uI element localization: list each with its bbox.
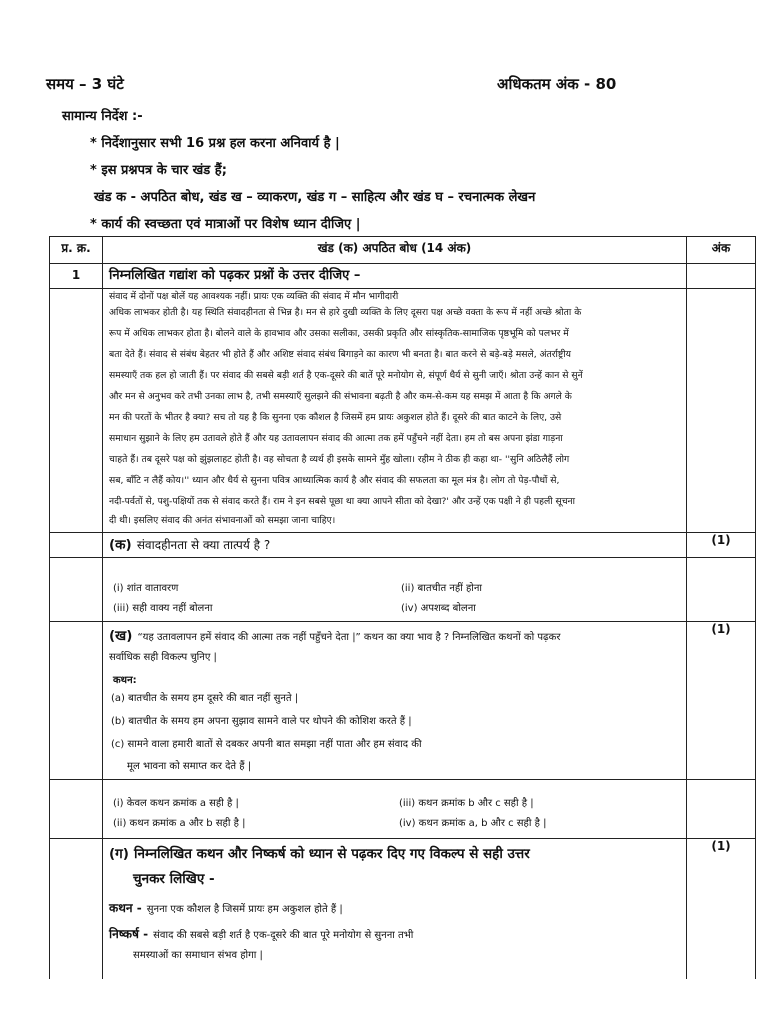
passage-line: सब, बाँटि न लैहैं कोय।'' ध्यान और धैर्य से सुनना पवित्र आध्यात्मिक कार्य है और संवाद की सफलता का मूल मंत्र है। लोग तो पेड़-पौधों से, <box>109 475 560 486</box>
statement-a: (a) बातचीत के समय हम दूसरे की बात नहीं सुनते | <box>111 693 299 704</box>
general-instructions-heading: सामान्य निर्देश :- <box>62 109 143 124</box>
question-c-row <box>50 839 756 980</box>
passage-line: नदी-पर्वतों से, पशु-पक्षियों तक से संवाद करते हैं। राम ने इन सबसे पूछा था क्या आपने सीता को देखा?' और उन्हें एक पक्षी ने ही पहली सूचना <box>109 496 576 507</box>
passage-row <box>50 289 756 533</box>
statement-label: कथन - <box>109 901 142 915</box>
conclusion-label: निष्कर्ष - <box>109 927 149 941</box>
question-c-text: निम्नलिखित कथन और निष्कर्ष को ध्यान से पढ़कर दिए गए विकल्प से सही उत्तर <box>134 846 530 862</box>
instruction-3: खंड क - अपठित बोध, खंड ख – व्याकरण, खंड ग – साहित्य और खंड घ – रचनात्मक लेखन <box>94 190 536 205</box>
question-b-options <box>103 780 686 838</box>
max-marks: अधिकतम अंक - 80 <box>497 75 617 93</box>
option-iii: (iii) सही वाक्य नहीं बोलना <box>113 603 213 614</box>
question-b-text-2: सर्वाधिक सही विकल्प चुनिए | <box>109 652 217 663</box>
question-a-options-row <box>50 558 756 622</box>
option-iii: (iii) कथन क्रमांक b और c सही है | <box>399 798 534 809</box>
passage-line: संवाद में दोनों पक्ष बोलें यह आवश्यक नहीं। प्रायः एक व्यक्ति की संवाद में मौन भागीदारी <box>109 291 399 302</box>
question-a-marks: (1) <box>687 533 756 558</box>
passage-line: दी थी। इसलिए संवाद की अनंत संभावनाओं को समझा जाना चाहिए। <box>109 515 336 526</box>
question-b-label: (ख) <box>109 628 133 644</box>
option-ii: (ii) बातचीत नहीं होना <box>401 583 483 594</box>
exam-duration: समय – 3 घंटे <box>46 75 124 93</box>
question-a-text: संवादहीनता से क्या तात्पर्य है ? <box>136 538 271 552</box>
question-b-row <box>50 622 756 780</box>
question-number: 1 <box>50 264 103 289</box>
instruction-4: * कार्य की स्वच्छता एवं मात्राओं पर विशेष ध्यान दीजिए | <box>90 217 361 232</box>
header-qno: प्र. क्र. <box>50 237 103 264</box>
question-c-label: (ग) <box>109 846 129 862</box>
option-iv: (iv) कथन क्रमांक a, b और c सही है | <box>399 818 547 829</box>
question-a-options <box>103 558 686 621</box>
passage-line: बता देते हैं। संवाद से संबंध बेहतर भी होते हैं और अशिष्ट संवाद संबंध बिगाड़ने का कारण भी बनता है। बात करने से बड़े-बड़े मसले, अंतर्राष्ट्रीय <box>109 349 571 360</box>
passage-line: और मन से अनुभव करे तभी उनका लाभ है, तभी समस्याएँ सुलझने की संभावना बढ़ती है और कम-से-कम यह समझ में आता है कि अगले के <box>109 391 572 402</box>
option-i: (i) केवल कथन क्रमांक a सही है | <box>113 798 239 809</box>
question-a-label: (क) <box>109 537 132 553</box>
header-section: खंड (क) अपठित बोध (14 अंक) <box>103 237 687 264</box>
question-b <box>103 622 686 779</box>
question-b-marks: (1) <box>687 622 756 780</box>
passage-line: अधिक लाभकर होती है। यह स्थिति संवादहीनता से भिन्न है। मन से हारे दुखी व्यक्ति के लिए दूसरा पक्ष अच्छे वक्ता के रूप में नहीं अच्छे श्रोता के <box>109 307 582 318</box>
table-header-row <box>50 237 756 264</box>
passage-line: समस्याएँ तक हल हो जाती हैं। पर संवाद की सबसे बड़ी शर्त है एक-दूसरे की बातें पूरे मनोयोग से, संपूर्ण धैर्य से सुनी जाएँ। श्रोता उन्हें कान से सुनें <box>109 370 583 381</box>
statement-b: (b) बातचीत के समय हम अपना सुझाव सामने वाले पर थोपने की कोशिश करते हैं | <box>111 716 412 727</box>
option-i: (i) शांत वातावरण <box>113 583 179 594</box>
statement-text: सुनना एक कौशल है जिसमें प्रायः हम अकुशल होते हैं | <box>146 904 343 915</box>
conclusion-text-2: समस्याओं का समाधान संभव होगा | <box>133 950 263 961</box>
statements-label: कथन: <box>113 675 137 686</box>
statement-c-cont: मूल भावना को समाप्त कर देते हैं | <box>127 761 252 772</box>
question-c-marks: (1) <box>687 839 756 980</box>
statement-c: (c) सामने वाला हमारी बातों से दबकर अपनी बात समझा नहीं पाता और हम संवाद की <box>111 739 422 750</box>
question-title-row <box>50 264 756 289</box>
option-iv: (iv) अपशब्द बोलना <box>401 603 476 614</box>
passage <box>103 289 686 532</box>
question-c <box>103 839 686 979</box>
conclusion-text: संवाद की सबसे बड़ी शर्त है एक-दूसरे की बात पूरे मनोयोग से सुनना तभी <box>153 930 414 941</box>
passage-line: चाहते हैं। तब दूसरे पक्ष को झुंझलाहट होती है। वह सोचता है व्यर्थ ही इसके सामने मुँह खोला। रहीम ने ठीक ही कहा था- ''सुनि अठिलैहैं लोग <box>109 454 570 465</box>
question-c-text-2: चुनकर लिखिए - <box>133 871 215 887</box>
question-table <box>49 236 756 979</box>
question-title: निम्नलिखित गद्यांश को पढ़कर प्रश्नों के उत्तर दीजिए – <box>103 264 687 289</box>
question-a-row <box>50 533 756 558</box>
passage-line: समाधान सुझाने के लिए हम उतावले होते हैं और यह उतावलापन संवाद की आत्मा तक हमें पहुँचने नहीं देता। हम तो बस अपना झंडा गाड़ना <box>109 433 563 444</box>
passage-line: रूप में अधिक लाभकर होता है। बोलने वाले के हावभाव और उसका सलीका, उसकी प्रकृति और सांस्कृतिक-सामाजिक पृष्ठभूमि को पलभर में <box>109 328 569 339</box>
option-ii: (ii) कथन क्रमांक a और b सही है | <box>113 818 246 829</box>
question-b-options-row <box>50 780 756 839</box>
header-marks: अंक <box>687 237 756 264</box>
instruction-2: * इस प्रश्नपत्र के चार खंड हैं; <box>90 163 227 178</box>
passage-line: मन की परतों के भीतर है क्या? सच तो यह है कि सुनना एक कौशल है जिसमें हम प्रायः अकुशल होते हैं। दूसरे की बात काटने के लिए, उसे <box>109 412 562 423</box>
instruction-1: * निर्देशानुसार सभी 16 प्रश्न हल करना अनिवार्य है | <box>90 136 340 151</box>
question-b-text: “यह उतावलापन हमें संवाद की आत्मा तक नहीं पहुँचने देता |” कथन का क्या भाव है ? निम्नलिखित कथनों को पढ़कर <box>137 632 561 643</box>
